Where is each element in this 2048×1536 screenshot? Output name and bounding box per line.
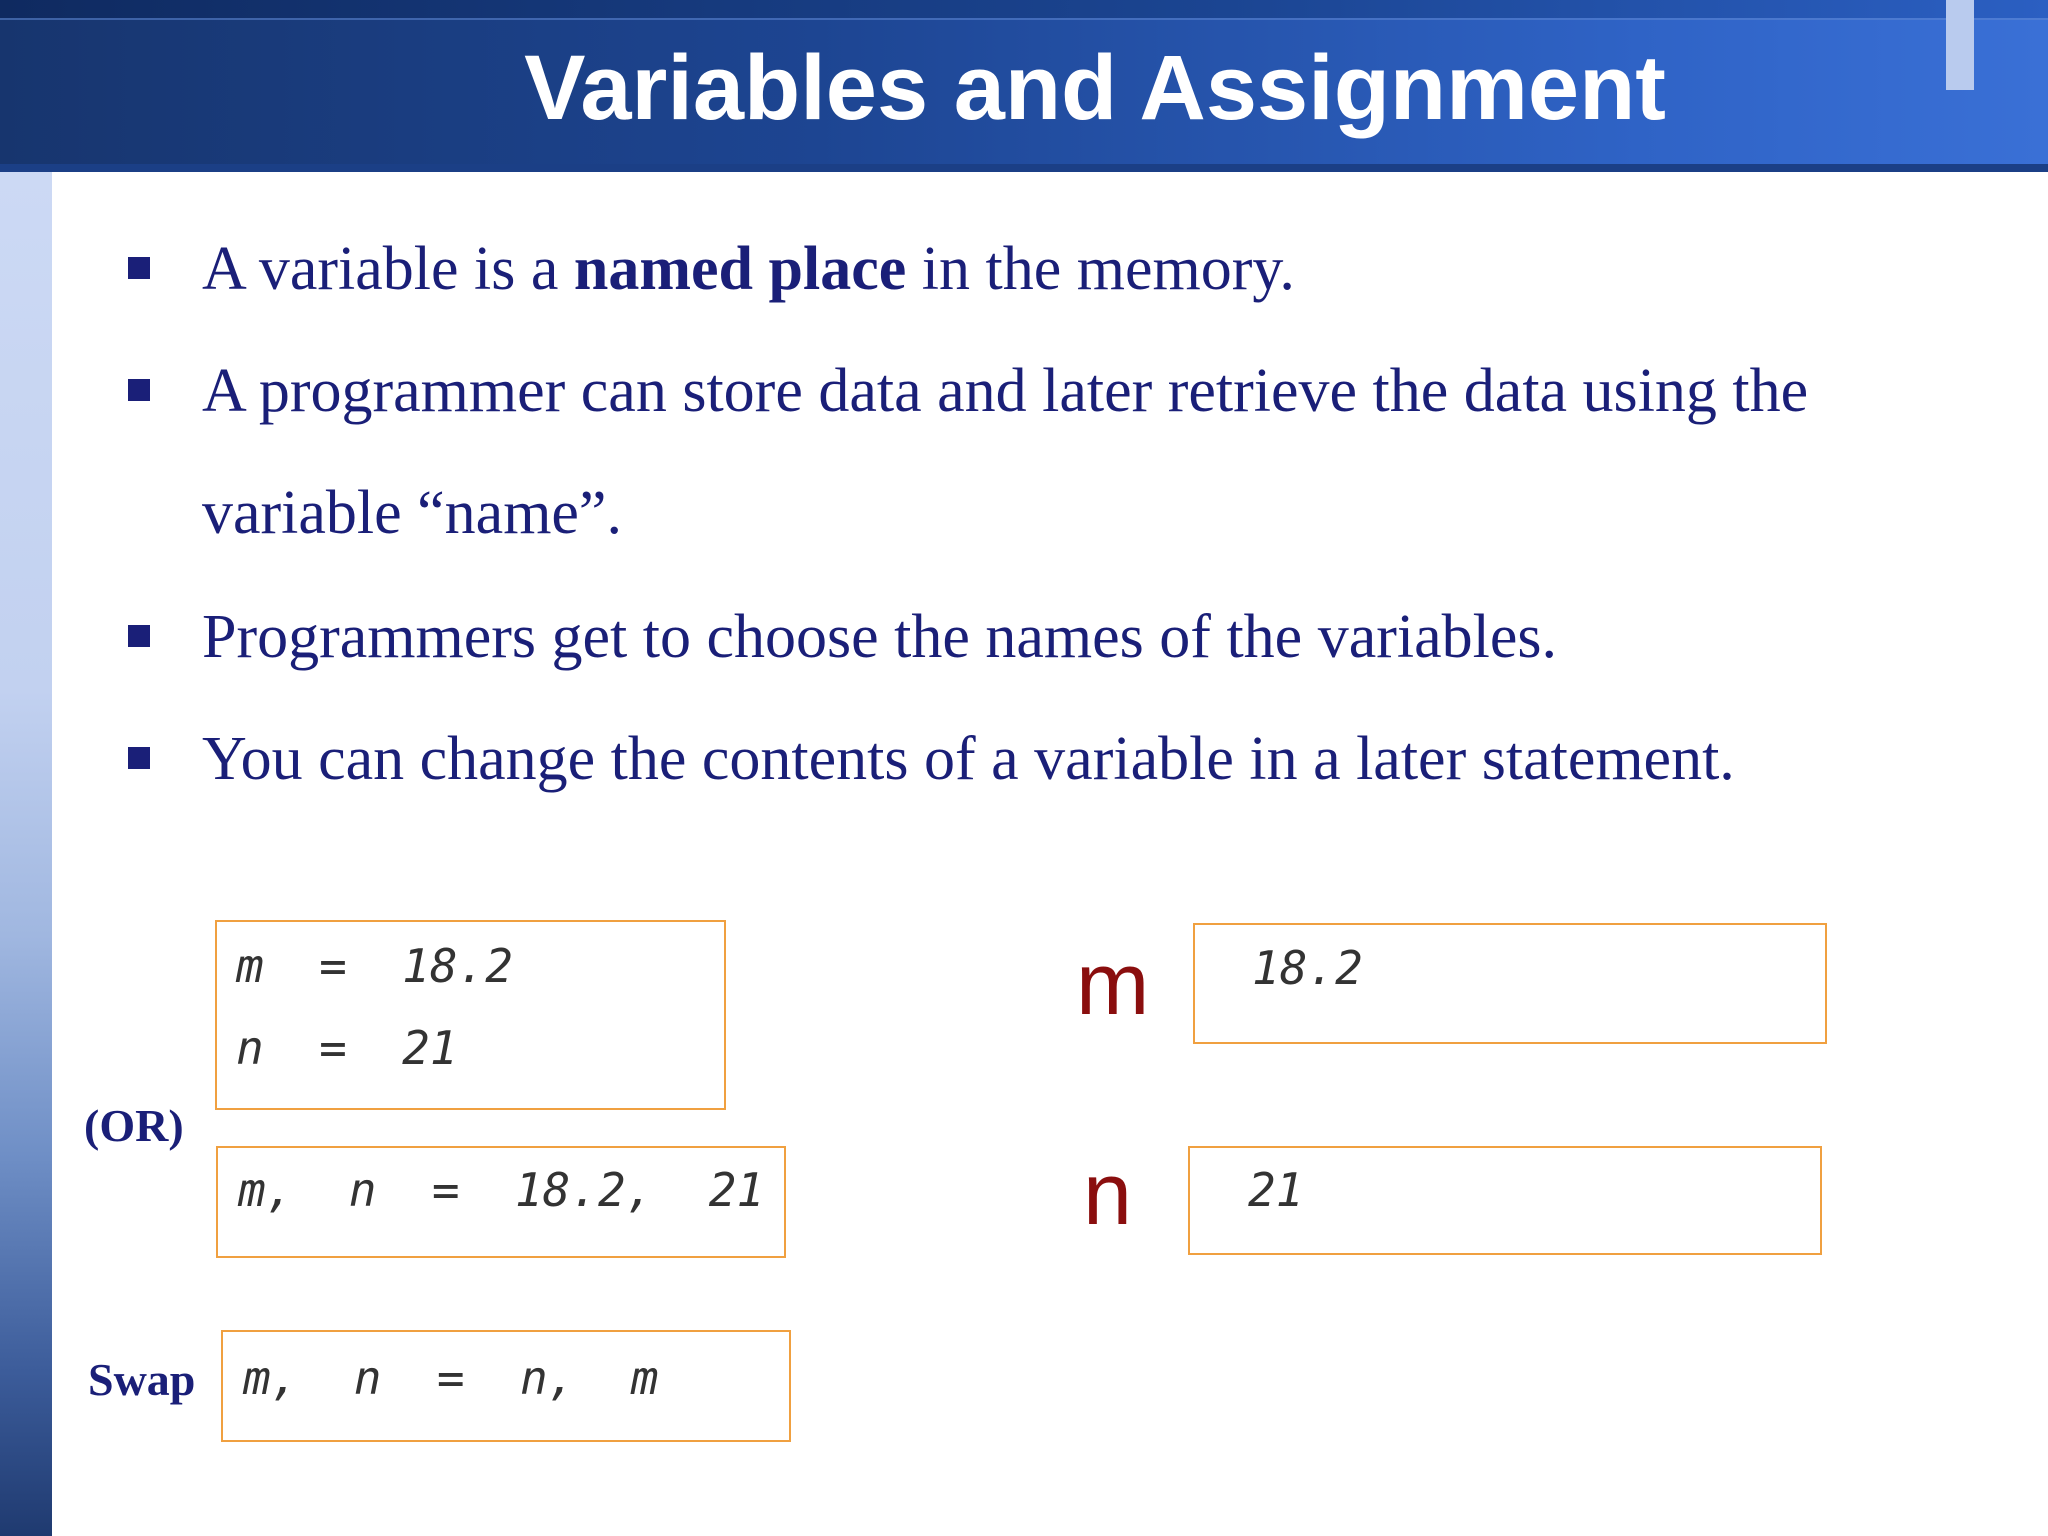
slide-title: Variables and Assignment [524, 37, 1666, 139]
bullet-marker-4 [128, 747, 150, 769]
title-bar-bottom-line [0, 164, 2048, 172]
left-decorative-bar [0, 172, 52, 1536]
bullet-marker-3 [128, 625, 150, 647]
bullet-1 [202, 233, 1295, 305]
or-label: (OR) [84, 1100, 184, 1151]
memory-value-m: 18.2 [1252, 941, 1363, 995]
bullet-marker-1 [128, 257, 150, 279]
swap-label: Swap [88, 1354, 196, 1405]
bullet-2-line-2: variable “name”. [202, 479, 622, 547]
title-bar-tab-decoration [1946, 0, 1974, 90]
bullet-1-text-pre: A variable is a [202, 235, 574, 303]
bullet-2-line-1: A programmer can store data and later retrieve the data using the [202, 357, 1809, 425]
tuple-assignment-line: m, n = 18.2, 21 [238, 1163, 765, 1217]
bullet-1-bold: named place [573, 235, 907, 303]
title-bar-divider [0, 18, 2048, 20]
bullet-3: Programmers get to choose the names of the variables. [202, 603, 1557, 671]
assignment-line-n: n = 21 [236, 1021, 458, 1075]
swap-code-line: m, n = n, m [243, 1351, 659, 1405]
memory-label-m: m [1076, 934, 1150, 1033]
bullet-4: You can change the contents of a variable in a later statement. [202, 725, 1735, 793]
memory-label-n: n [1083, 1144, 1132, 1243]
bullet-1-text-post: in the memory. [906, 235, 1295, 303]
title-bar-top-strip [0, 0, 2048, 18]
bullet-marker-2 [128, 379, 150, 401]
assignment-line-m: m = 18.2 [236, 939, 513, 993]
memory-value-n: 21 [1248, 1163, 1304, 1217]
